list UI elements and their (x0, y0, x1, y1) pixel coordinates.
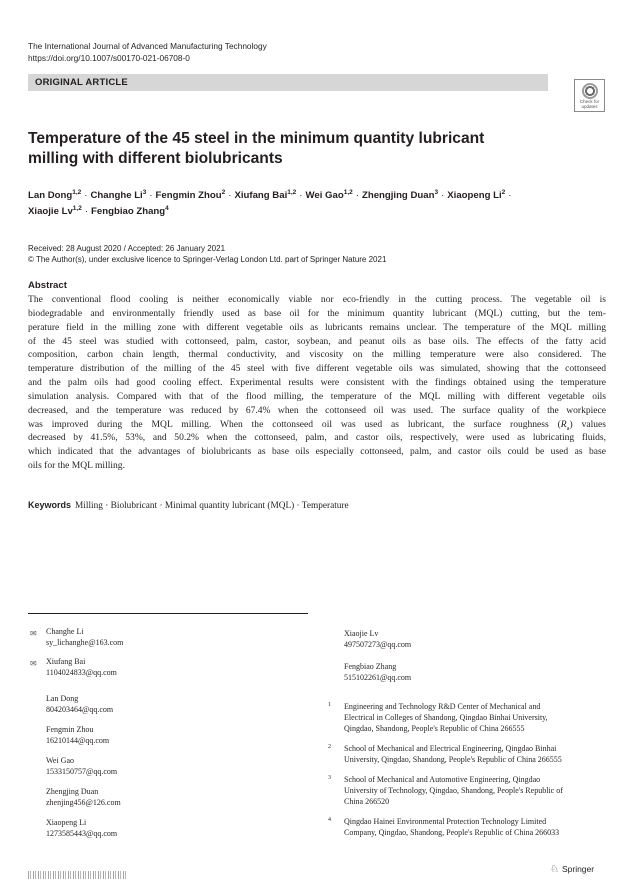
affiliation-line: School of Mechanical and Electrical Engineering, Qingdao Binhai (344, 744, 557, 753)
author-separator: · (508, 190, 512, 201)
title-line: milling with different biolubricants (28, 150, 283, 167)
author-contact (344, 661, 411, 683)
affiliation-entry (328, 774, 609, 807)
affiliation-number: 4 (328, 817, 331, 823)
abstract-line: was improved during the MQL milling. When the cottonseed oil was used as lubricant, the surface roughness $(R_a)$ values (28, 418, 606, 432)
author-separator: · (84, 206, 89, 217)
abstract-heading: Abstract (28, 280, 67, 291)
author-name: Xiaopeng Li (447, 190, 502, 201)
abstract-line: which indicated that the advantages of biolubricants as base oils especially cottonseed, palm, and castor oils could be used as base (28, 446, 606, 458)
springer-horse-icon: ♘ (550, 864, 559, 875)
article-type-bar (28, 74, 548, 91)
contact-email[interactable]: 16210144@qq.com (46, 736, 110, 745)
affiliation-line: University of Technology, Qingdao, Shandong, People's Republic of (344, 786, 563, 795)
author-separator: · (441, 190, 445, 201)
check-for-updates-badge[interactable] (574, 79, 605, 112)
author-affiliation-marker: 1,2 (72, 205, 82, 212)
abstract-line: temperature distribution of the milling of the 45 steel with five different vegetable oils was simulated, showing that the cottonseed (28, 363, 606, 375)
contact-email[interactable]: 515102261@qq.com (344, 673, 412, 682)
author-affiliation-marker: 1,2 (343, 189, 353, 196)
affiliation-line: Engineering and Technology R&D Center of Mechanical and (344, 702, 541, 711)
contact-name: Lan Dong (46, 694, 79, 703)
affiliation-line: Company, Qingdao, Shandong, People's Republic of China 266033 (344, 828, 560, 837)
affiliation-line: Qingdao Hainei Environmental Protection Technology Limited (344, 817, 547, 826)
keywords (28, 500, 349, 511)
author-affiliation-marker: 1,2 (72, 189, 82, 196)
author-separator: · (149, 190, 153, 201)
contact-name: Wei Gao (46, 756, 75, 765)
affiliation-line: Qingdao, Shandong, People's Republic of China 266555 (344, 724, 525, 733)
author-contact (30, 656, 117, 678)
title-line: Temperature of the 45 steel in the minimum quantity lubricant (28, 130, 485, 147)
crossmark-icon (582, 83, 598, 99)
author-contact (46, 817, 117, 839)
contact-email[interactable]: 1533150757@qq.com (46, 767, 118, 776)
author-name: Changhe Li (90, 190, 143, 201)
affiliation-line: University, Qingdao, Shandong, People's Republic of China 266555 (344, 755, 562, 764)
contact-email[interactable]: sy_lichanghe@163.com (46, 638, 124, 647)
abstract-line: decreased, and the temperature was reduced by 67.4% when the cottonseed oil was used. The surface quality of the workpiece (28, 404, 606, 416)
keywords-text: Milling · Biolubricant · Minimal quantity lubricant (MQL) · Temperature (75, 501, 349, 511)
author-contact (46, 693, 113, 715)
author-affiliation-marker: 4 (165, 205, 169, 212)
affiliation-line: School of Mechanical and Automotive Engineering, Qingdao (344, 775, 541, 784)
footnote-divider (28, 613, 308, 614)
contact-name: Xiaopeng Li (46, 818, 87, 827)
publisher-name: Springer (561, 864, 595, 874)
author-name: Fengmin Zhou (155, 190, 222, 201)
springer-logo (550, 864, 594, 875)
author-name: Fengbiao Zhang (91, 206, 166, 217)
author-contact (344, 628, 411, 650)
author-name: Wei Gao (305, 190, 344, 201)
author-separator: · (84, 190, 88, 201)
author-name: Zhengjing Duan (361, 190, 435, 201)
contact-name: Fengbiao Zhang (344, 662, 397, 671)
author-list (28, 188, 608, 220)
author-affiliation-marker: 3 (434, 189, 439, 196)
author-contact (30, 626, 124, 648)
abstract-line: biodegradable and environmentally friendly used as base oil for the minimum quantity lubricant (MQL) cutting, but the tem- (28, 307, 606, 319)
abstract-line: composition, carbon chain length, thermal conductivity, and viscosity on the milling temperature were also considered. The (28, 349, 606, 361)
article-type-label: ORIGINAL ARTICLE (35, 77, 128, 88)
author-separator: · (299, 190, 303, 201)
abstract-body (28, 293, 606, 473)
journal-name: The International Journal of Advanced Manufacturing Technology (28, 41, 267, 51)
copyright-notice: © The Author(s), under exclusive licence to Springer-Verlag London Ltd. part of Springer Nature 2021 (28, 255, 387, 264)
received-accepted-dates: Received: 28 August 2020 / Accepted: 26 January 2021 (28, 244, 226, 253)
author-contact (46, 724, 109, 746)
affiliation-entry (328, 743, 609, 765)
abstract-line: decreased by 41.5%, 53%, and 50.2% when the cottonseed, palm, and castor oils, respectively, were used as lubricating fluids, (28, 432, 606, 444)
contact-email[interactable]: 1273585443@qq.com (46, 829, 118, 838)
author-contact (46, 755, 117, 777)
author-separator: · (355, 190, 359, 201)
abstract-line: and the palm oils had good cooling effect. Experimental results were consistent with the findings obtained using the temperature (28, 377, 606, 389)
author-name: Xiaojie Lv (28, 206, 73, 217)
contact-name: Xiaojie Lv (344, 629, 379, 638)
affiliation-line: Electrical in Colleges of Shandong, Qingdao Binhai University, (344, 713, 548, 722)
abstract-line: of the 45 steel was studied with cottonseed, palm, castor, soybean, and peanut oils as base oils. The effects of the fatty acid (28, 335, 606, 347)
affiliation-entry (328, 816, 609, 838)
author-name: Lan Dong (28, 190, 73, 201)
abstract-line: oils for the MQL milling. (28, 460, 125, 472)
doi-link[interactable]: https://doi.org/10.1007/s00170-021-06708-0 (28, 53, 190, 63)
contact-email[interactable]: 497507273@qq.com (344, 640, 412, 649)
abstract-line: simulation analysis. Compared with that of the flood milling, the temperature of the MQL milling with different vegetable oils (28, 390, 606, 402)
contact-name: Xiufang Bai (46, 657, 86, 666)
author-name: Xiufang Bai (234, 190, 288, 201)
contact-email[interactable]: 1104024833@qq.com (46, 668, 117, 677)
check-updates-label: Check for updates (579, 99, 600, 109)
affiliation-number: 3 (328, 775, 331, 781)
abstract-line: perature field in the milling zone with different vegetable oils as lubricants remains unclear. The temperature of the MQL milling (28, 321, 606, 333)
author-affiliation-marker: 2 (501, 189, 506, 196)
author-contact (46, 786, 121, 808)
envelope-icon: ✉ (30, 659, 37, 668)
affiliation-line: China 266520 (344, 797, 390, 806)
author-affiliation-marker: 1,2 (287, 189, 297, 196)
abstract-line: The conventional flood cooling is neither economically viable nor eco-friendly in the cutting process. The vegetable oil is (28, 294, 606, 305)
affiliation-entry (328, 701, 609, 734)
affiliation-number: 1 (328, 702, 331, 708)
page-barcode (28, 871, 128, 879)
contact-email[interactable]: zhenjing456@126.com (46, 798, 121, 807)
contact-name: Changhe Li (46, 627, 84, 636)
author-affiliation-marker: 2 (221, 189, 226, 196)
affiliation-number: 2 (328, 744, 331, 750)
contact-email[interactable]: 804203464@qq.com (46, 705, 114, 714)
contact-name: Fengmin Zhou (46, 725, 94, 734)
contact-name: Zhengjing Duan (46, 787, 99, 796)
envelope-icon: ✉ (30, 629, 37, 638)
article-title (28, 129, 588, 169)
author-separator: · (228, 190, 232, 201)
author-affiliation-marker: 3 (142, 189, 147, 196)
keywords-label: Keywords (28, 500, 72, 510)
